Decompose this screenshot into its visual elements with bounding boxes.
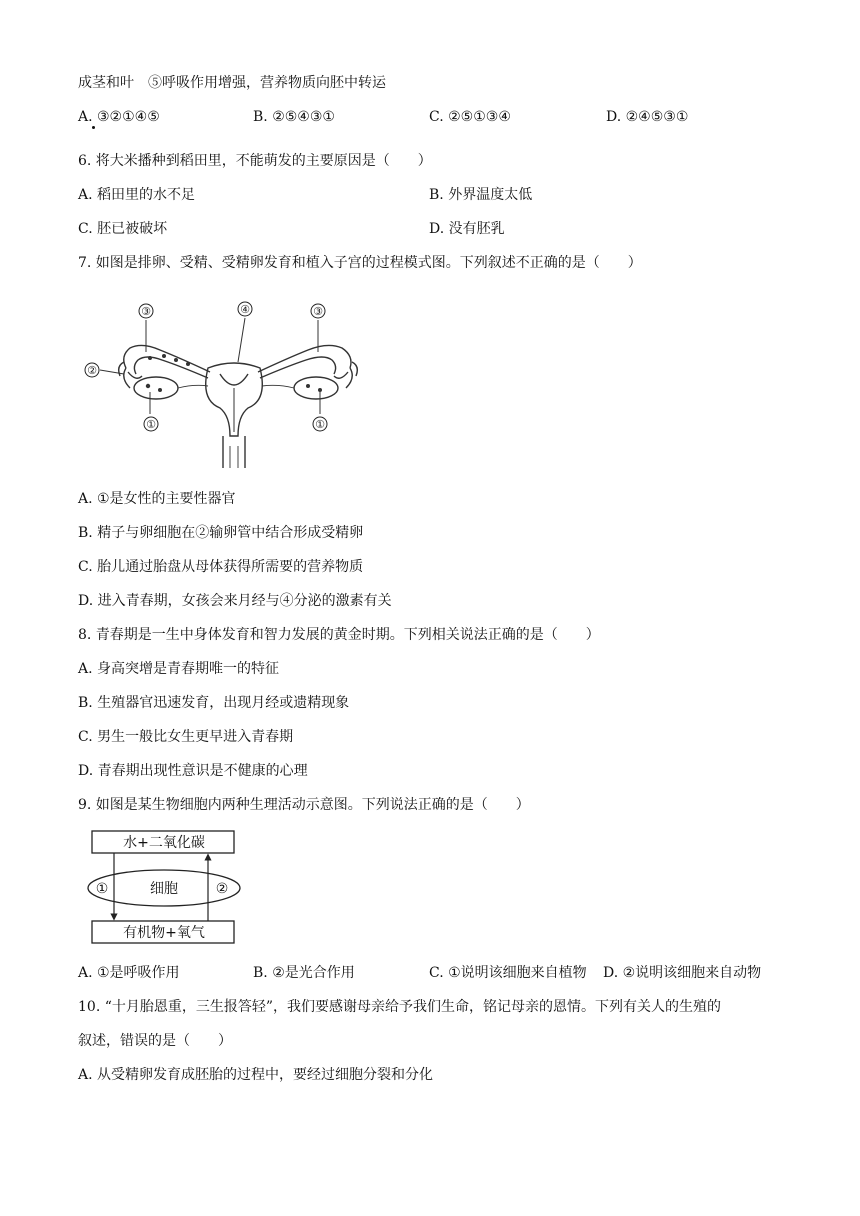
q9-option-d: D. ②说明该细胞来自动物 (603, 965, 762, 981)
fig-label-4: ④ (240, 303, 250, 316)
q9-stem: 9. 如图是某生物细胞内两种生理活动示意图。下列说法正确的是（ ） (78, 797, 530, 813)
top-box-label: 水+二氧化碳 (123, 835, 205, 851)
q5-option-a-mark (92, 126, 95, 129)
q8-option-a: A. 身高突增是青春期唯一的特征 (78, 661, 280, 677)
q9-option-c: C. ①说明该细胞来自植物 (429, 965, 587, 981)
bottom-box-label: 有机物+氧气 (123, 925, 205, 941)
q6-option-a: A. 稻田里的水不足 (78, 187, 196, 203)
q6-option-c: C. 胚已被破坏 (78, 221, 168, 237)
fig-label-2: ② (87, 364, 97, 377)
q8-stem: 8. 青春期是一生中身体发育和智力发展的黄金时期。下列相关说法正确的是（ ） (78, 627, 600, 643)
q5-stem-tail: 成茎和叶 ⑤呼吸作用增强，营养物质向胚中转运 (78, 75, 386, 91)
q6-stem: 6. 将大米播种到稻田里，不能萌发的主要原因是（ ） (78, 153, 432, 169)
q7-option-c: C. 胎儿通过胎盘从母体获得所需要的营养物质 (78, 559, 364, 575)
fig-label-1-left: ① (146, 418, 156, 431)
cell-process-diagram (84, 826, 246, 948)
fig-label-1-right: ① (315, 418, 325, 431)
q7-option-d: D. 进入青春期，女孩会来月经与④分泌的激素有关 (78, 593, 392, 609)
q8-option-c: C. 男生一般比女生更早进入青春期 (78, 729, 294, 745)
q6-option-b: B. 外界温度太低 (429, 187, 533, 203)
q10-option-a: A. 从受精卵发育成胚胎的过程中，要经过细胞分裂和分化 (78, 1067, 434, 1083)
q6-option-d: D. 没有胚乳 (429, 221, 505, 237)
q5-option-d: D. ②④⑤③① (606, 109, 689, 125)
q5-option-a: A. ③②①④⑤ (78, 109, 160, 125)
q10-stem-line2: 叙述，错误的是（ ） (78, 1033, 232, 1049)
q7-option-b: B. 精子与卵细胞在②输卵管中结合形成受精卵 (78, 525, 364, 541)
q9-option-b: B. ②是光合作用 (253, 965, 355, 981)
female-reproductive-system-figure (80, 296, 380, 472)
q7-option-a: A. ①是女性的主要性器官 (78, 491, 236, 507)
q5-option-c: C. ②⑤①③④ (429, 109, 511, 125)
fig-label-3-right: ③ (313, 305, 323, 318)
q9-option-a: A. ①是呼吸作用 (78, 965, 180, 981)
process-1-mark: ① (95, 881, 109, 897)
q7-stem: 7. 如图是排卵、受精、受精卵发育和植入子宫的过程模式图。下列叙述不正确的是（ ） (78, 255, 642, 271)
cell-label: 细胞 (150, 881, 178, 897)
q8-option-b: B. 生殖器官迅速发育，出现月经或遗精现象 (78, 695, 350, 711)
fig-label-3-left: ③ (141, 305, 151, 318)
process-2-mark: ② (215, 881, 229, 897)
q10-stem-line1: 10. “十月胎恩重，三生报答轻”，我们要感谢母亲给予我们生命，铭记母亲的恩情。下列有关人的生殖的 (78, 999, 722, 1015)
q8-option-d: D. 青春期出现性意识是不健康的心理 (78, 763, 308, 779)
q5-option-b: B. ②⑤④③① (253, 109, 335, 125)
